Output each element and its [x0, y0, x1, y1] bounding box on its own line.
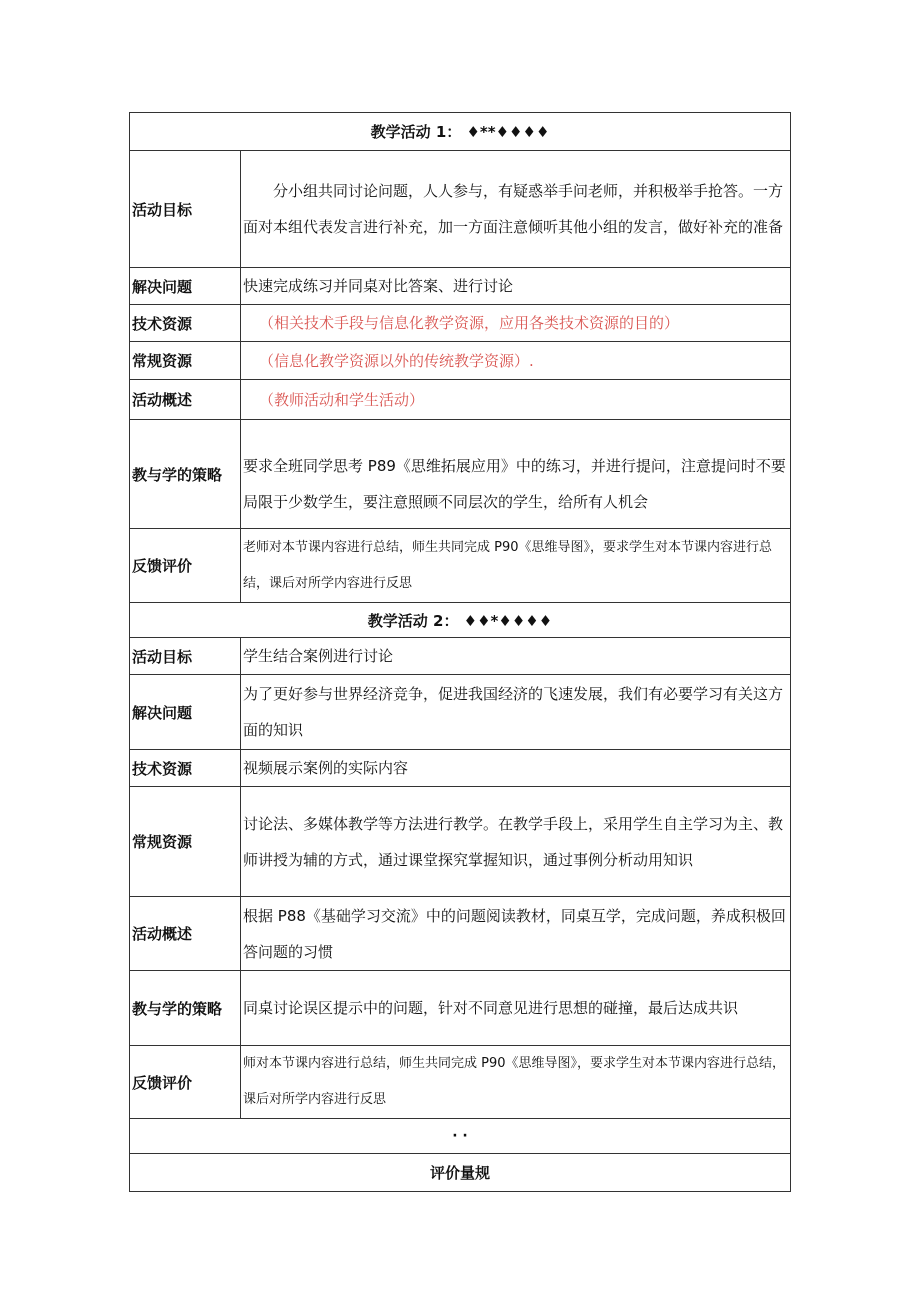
- row-label: 活动目标: [130, 638, 241, 675]
- table-row: [130, 897, 791, 971]
- row-label: 常规资源: [130, 787, 241, 897]
- row-label: 反馈评价: [130, 529, 241, 603]
- row-text: （相关技术手段与信息化教学资源，应用各类技术资源的目的）: [241, 305, 791, 342]
- row-text: （信息化教学资源以外的传统教学资源）.: [241, 342, 791, 380]
- row-text: 老师对本节课内容进行总结，师生共同完成 P90《思维导图》，要求学生对本节课内容进行总结，课后对所学内容进行反思: [241, 529, 791, 603]
- row-label: 解决问题: [130, 675, 241, 750]
- table-row: [130, 529, 791, 603]
- row-text: 根据 P88《基础学习交流》中的问题阅读教材，同桌互学，完成问题，养成积极回答问题的习惯: [241, 897, 791, 971]
- row-label: 活动目标: [130, 151, 241, 268]
- row-text: 为了更好参与世界经济竞争，促进我国经济的飞速发展，我们有必要学习有关这方面的知识: [241, 675, 791, 750]
- activity2-title: 教学活动 2： ♦♦*♦♦♦♦: [130, 603, 791, 638]
- table-row: [130, 268, 791, 305]
- table-row: [130, 971, 791, 1046]
- table-row: [130, 420, 791, 529]
- row-label: 反馈评价: [130, 1046, 241, 1119]
- row-text: （教师活动和学生活动）: [241, 380, 791, 420]
- table-row: [130, 675, 791, 750]
- row-text: 讨论法、多媒体教学等方法进行教学。在教学手段上，采用学生自主学习为主、教师讲授为辅的方式，通过课堂探究掌握知识，通过事例分析动用知识: [241, 787, 791, 897]
- row-text: 同桌讨论误区提示中的问题，针对不同意见进行思想的碰撞，最后达成共识: [241, 971, 791, 1046]
- row-label: 教与学的策略: [130, 420, 241, 529]
- table-row: [130, 380, 791, 420]
- row-label: 技术资源: [130, 305, 241, 342]
- table-row: [130, 305, 791, 342]
- activity1-header-row: [130, 113, 791, 151]
- row-text: 学生结合案例进行讨论: [241, 638, 791, 675]
- row-label: 活动概述: [130, 897, 241, 971]
- table-row: [130, 787, 791, 897]
- activity2-header-row: [130, 603, 791, 638]
- row-text: 视频展示案例的实际内容: [241, 750, 791, 787]
- activity1-title: 教学活动 1： ♦**♦♦♦♦: [130, 113, 791, 151]
- row-label: 技术资源: [130, 750, 241, 787]
- row-text: 要求全班同学思考 P89《思维拓展应用》中的练习，并进行提问，注意提问时不要局限于少数学生，要注意照顾不同层次的学生，给所有人机会: [241, 420, 791, 529]
- table-row: [130, 750, 791, 787]
- table-row: [130, 638, 791, 675]
- row-text: 快速完成练习并同桌对比答案、进行讨论: [241, 268, 791, 305]
- rubric-title: 评价量规: [130, 1154, 791, 1192]
- row-label: 常规资源: [130, 342, 241, 380]
- table-row: [130, 1046, 791, 1119]
- table-row: [130, 151, 791, 268]
- rubric-header-row: [130, 1154, 791, 1192]
- ellipsis-row: [130, 1119, 791, 1154]
- row-label: 教与学的策略: [130, 971, 241, 1046]
- table-row: [130, 342, 791, 380]
- row-label: 活动概述: [130, 380, 241, 420]
- row-text: 分小组共同讨论问题，人人参与，有疑惑举手问老师，并积极举手抢答。一方面对本组代表发言进行补充，加一方面注意倾听其他小组的发言，做好补充的准备: [241, 151, 791, 268]
- ellipsis: · ·: [130, 1119, 791, 1154]
- lesson-plan-table: [129, 112, 791, 1192]
- row-label: 解决问题: [130, 268, 241, 305]
- row-text: 师对本节课内容进行总结，师生共同完成 P90《思维导图》，要求学生对本节课内容进行总结，课后对所学内容进行反思: [241, 1046, 791, 1119]
